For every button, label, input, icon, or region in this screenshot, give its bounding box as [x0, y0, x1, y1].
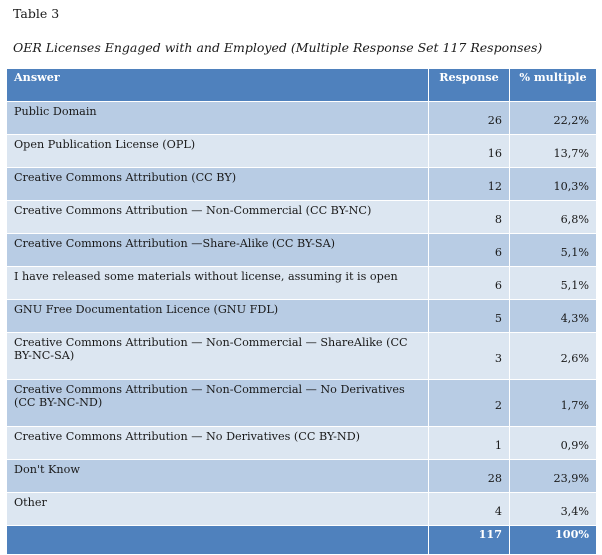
response-cell: 6: [429, 234, 510, 267]
total-row: [7, 526, 597, 555]
response-cell: 3: [429, 333, 510, 380]
table-caption: OER Licenses Engaged with and Employed (Multiple Response Set 117 Responses): [13, 40, 543, 55]
percent-cell: 10,3%: [510, 168, 597, 201]
table-row: [7, 102, 597, 135]
header-response: Response: [429, 69, 510, 102]
percent-cell: 1,7%: [510, 380, 597, 427]
total-response-cell: 117: [429, 526, 510, 555]
answer-cell: Other: [7, 493, 429, 526]
percent-cell: 5,1%: [510, 267, 597, 300]
table-row: [7, 300, 597, 333]
response-cell: 1: [429, 427, 510, 460]
table-row: [7, 267, 597, 300]
response-cell: 12: [429, 168, 510, 201]
total-percent-cell: 100%: [510, 526, 597, 555]
table-row: [7, 234, 597, 267]
response-cell: 2: [429, 380, 510, 427]
percent-cell: 4,3%: [510, 300, 597, 333]
table-row: [7, 460, 597, 493]
percent-cell: 6,8%: [510, 201, 597, 234]
answer-cell: Creative Commons Attribution — Non-Commercial (CC BY-NC): [7, 201, 429, 234]
answer-cell: Creative Commons Attribution — Non-Commercial — ShareAlike (CC BY-NC-SA): [7, 333, 429, 380]
table-number: Table 3: [13, 6, 60, 21]
table-row: [7, 493, 597, 526]
response-cell: 4: [429, 493, 510, 526]
answer-cell: I have released some materials without license, assuming it is open: [7, 267, 429, 300]
header-row: [7, 69, 597, 102]
answer-cell: Creative Commons Attribution (CC BY): [7, 168, 429, 201]
table-row: [7, 427, 597, 460]
table-row: [7, 201, 597, 234]
header-percent: % multiple: [510, 69, 597, 102]
percent-cell: 3,4%: [510, 493, 597, 526]
answer-cell: Public Domain: [7, 102, 429, 135]
percent-cell: 22,2%: [510, 102, 597, 135]
response-cell: 6: [429, 267, 510, 300]
response-cell: 8: [429, 201, 510, 234]
percent-cell: 0,9%: [510, 427, 597, 460]
table-row: [7, 135, 597, 168]
percent-cell: 5,1%: [510, 234, 597, 267]
total-label-cell: [7, 526, 429, 555]
percent-cell: 13,7%: [510, 135, 597, 168]
answer-cell: Open Publication License (OPL): [7, 135, 429, 168]
answer-cell: Creative Commons Attribution — No Derivatives (CC BY-ND): [7, 427, 429, 460]
table-row: [7, 380, 597, 427]
answer-cell: Creative Commons Attribution —Share-Alike (CC BY-SA): [7, 234, 429, 267]
answer-cell: Don't Know: [7, 460, 429, 493]
table-row: [7, 333, 597, 380]
response-cell: 28: [429, 460, 510, 493]
answer-cell: GNU Free Documentation Licence (GNU FDL): [7, 300, 429, 333]
percent-cell: 2,6%: [510, 333, 597, 380]
response-cell: 5: [429, 300, 510, 333]
header-answer: Answer: [7, 69, 429, 102]
response-cell: 26: [429, 102, 510, 135]
response-cell: 16: [429, 135, 510, 168]
license-table: [6, 68, 597, 555]
table-row: [7, 168, 597, 201]
answer-cell: Creative Commons Attribution — Non-Commercial — No Derivatives (CC BY-NC-ND): [7, 380, 429, 427]
percent-cell: 23,9%: [510, 460, 597, 493]
